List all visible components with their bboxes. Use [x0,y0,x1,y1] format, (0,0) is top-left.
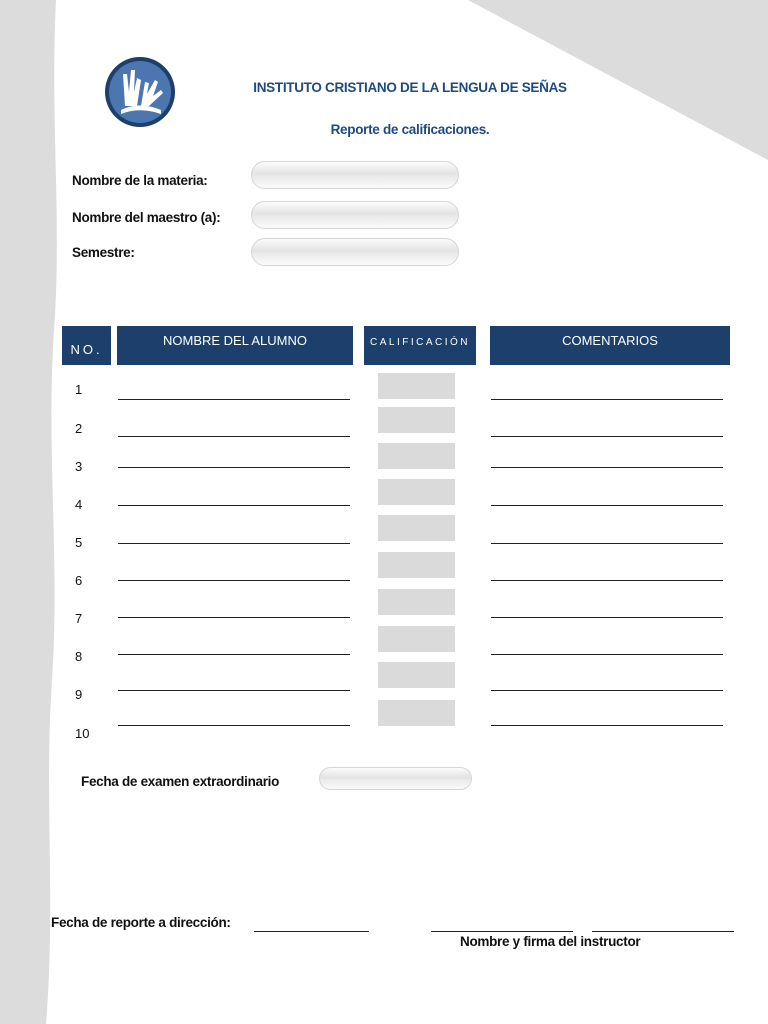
comment-line[interactable] [491,543,723,544]
row-number: 8 [75,649,83,664]
report-title: Reporte de calificaciones. [330,122,490,137]
row-number: 7 [75,611,83,626]
student-name-line[interactable] [118,467,350,468]
grade-box[interactable] [378,373,455,399]
report-date-line[interactable] [254,931,369,932]
column-header-number: NO. [62,326,111,365]
student-name-line[interactable] [118,725,350,726]
subject-input[interactable] [251,161,459,189]
student-name-line[interactable] [118,617,350,618]
row-number: 10 [75,726,90,741]
row-number: 2 [75,421,83,436]
comment-line[interactable] [491,580,723,581]
row-number: 4 [75,497,83,512]
signature-line-left[interactable] [431,931,573,932]
grade-box[interactable] [378,662,455,688]
comment-line[interactable] [491,505,723,506]
row-number: 1 [75,382,83,397]
comment-line[interactable] [491,436,723,437]
student-name-line[interactable] [118,580,350,581]
student-name-line[interactable] [118,399,350,400]
grade-box[interactable] [378,700,455,726]
row-number: 9 [75,687,83,702]
teacher-label: Nombre del maestro (a): [72,210,221,225]
comment-line[interactable] [491,617,723,618]
row-number: 5 [75,535,83,550]
comment-line[interactable] [491,725,723,726]
semester-input[interactable] [251,238,459,266]
student-name-line[interactable] [118,505,350,506]
grade-box[interactable] [378,407,455,433]
subject-label: Nombre de la materia: [72,173,208,188]
extra-exam-label: Fecha de examen extraordinario [81,774,280,789]
grade-box[interactable] [378,479,455,505]
comment-line[interactable] [491,467,723,468]
report-date-label: Fecha de reporte a dirección: [51,915,231,930]
institute-name: INSTITUTO CRISTIANO DE LA LENGUA DE SEÑAS [253,80,567,95]
signature-label: Nombre y firma del instructor [460,934,641,949]
student-name-line[interactable] [118,436,350,437]
grade-box[interactable] [378,589,455,615]
column-header-student-name: NOMBRE DEL ALUMNO [117,326,353,365]
left-decorative-band [0,0,70,1024]
column-header-comments: COMENTARIOS [490,326,730,365]
column-header-grade: CALIFICACIÓN [364,326,476,365]
comment-line[interactable] [491,690,723,691]
row-number: 6 [75,573,83,588]
grade-box[interactable] [378,443,455,469]
row-number: 3 [75,459,83,474]
student-name-line[interactable] [118,543,350,544]
grade-box[interactable] [378,626,455,652]
signature-line-right[interactable] [592,931,734,932]
institute-logo [103,56,177,128]
comment-line[interactable] [491,654,723,655]
student-name-line[interactable] [118,654,350,655]
comment-line[interactable] [491,399,723,400]
extra-exam-date-input[interactable] [319,767,472,790]
student-name-line[interactable] [118,690,350,691]
grade-box[interactable] [378,515,455,541]
teacher-input[interactable] [251,201,459,229]
grade-box[interactable] [378,552,455,578]
semester-label: Semestre: [72,245,135,260]
